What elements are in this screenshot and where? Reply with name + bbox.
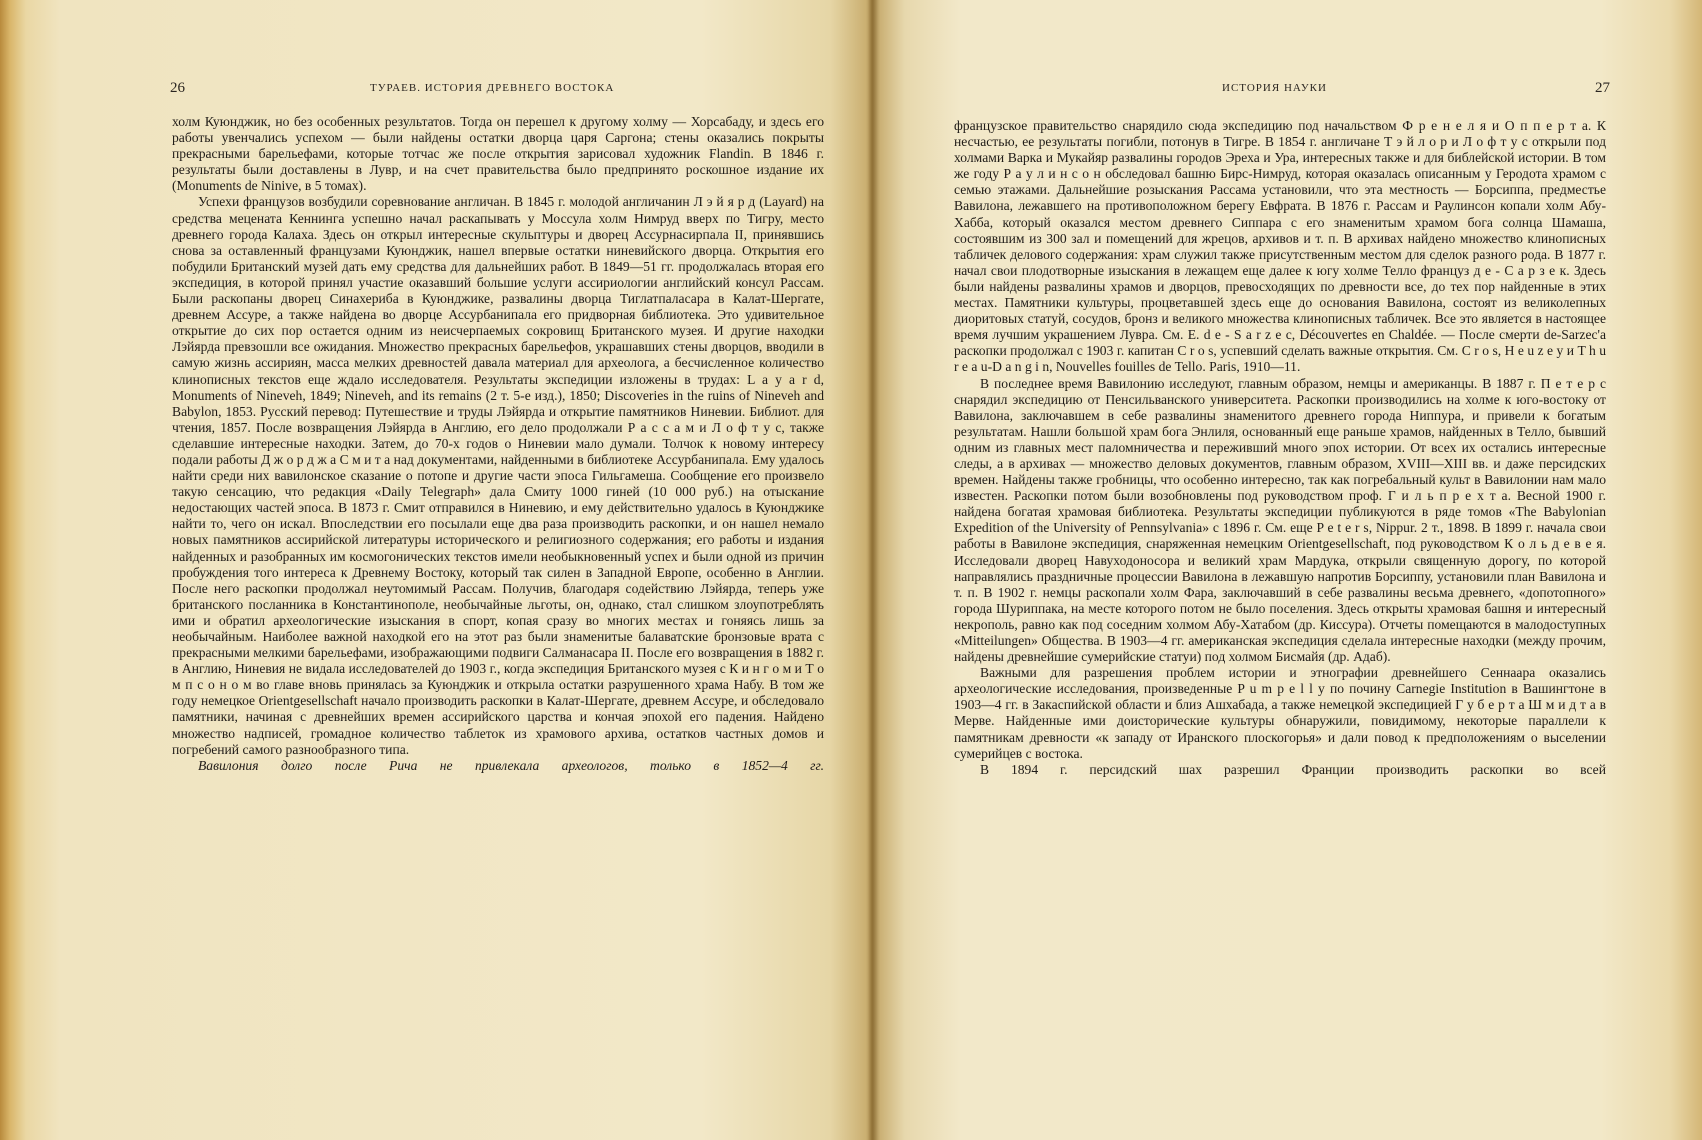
- left-page: [160, 0, 832, 1140]
- paragraph-text: Вавилония долго после Рича не привлекала археологов, только в 1852—4 гг.: [198, 757, 824, 773]
- right-running-head: [954, 82, 1610, 102]
- right-page: [954, 0, 1610, 1140]
- running-head-title-left: ТУРАЕВ. ИСТОРИЯ ДРЕВНЕГО ВОСТОКА: [370, 82, 615, 94]
- right-page-body: [954, 118, 1606, 778]
- paragraph: Важными для разрешения проблем истории и этнографии древнейшего Сеннаара оказались археологические исследования, произведенные P u m p e l l y по почину Carnegie Institution в Вашингтоне в 1903—4 гг. в Закаспийской области и близ Ашхабада, а также немецкой экспедицией Г у б е р т а Ш м и д т а в Мерве. Найденные ими доисторические культуры обнаружили, повидимому, некоторые параллели к памятникам древности «к западу от Иранского плоскогорья» и дали повод к предположениям о выселении сумерийцев с востока.: [954, 665, 1606, 761]
- page-number-left: 26: [170, 80, 185, 96]
- paragraph: холм Куюнджик, но без особенных результатов. Тогда он перешел к другому холму — Хорсабаду, и здесь его работы увенчались успехом — были найдены остатки дворца царя Саргона; стены оказались покрыты прекрасными барельефами, которые тотчас же после открытия зарисовал художник Flandin. В 1846 г. результаты были доставлены в Лувр, и на счет правительства было предпринято роскошное издание их (Monuments de Ninive, в 5 томах).: [172, 114, 824, 194]
- left-page-body: [172, 114, 824, 774]
- book-gutter: [866, 0, 880, 1140]
- paragraph: французское правительство снарядило сюда экспедицию под начальством Ф р е н е л я и О п п е р т а. К несчастью, ее результаты погибли, потонув в Тигре. В 1854 г. англичане Т э й л о р и Л о ф т у с открыли под холмами Варка и Мукайяр развалины городов Эреха и Ура, интересных также и для библейской истории. В том же году Р а у л и н с о н обследовал башню Бирс-Нимруд, которая оказалась описанным у Геродота храмом с семью этажами. Дальнейшие розыскания Рассама установили, что эта местность — Борсиппа, предместье Вавилона, лежавшего на противоположном берегу Евфрата. В 1876 г. Рассам и Раулинсон копали холм Абу-Хабба, который оказался местом древнего Сиппара с его знаменитым храмом бога солнца Шамаша, состоявшим из 300 зал и помещений для жрецов, архивов и т. п. В архивах найдено множество клинописных табличек делового содержания: храм служил также присутственным местом для сделок разного рода. В 1877 г. начал свои плодотворные изыскания в лежащем еще далее к югу холме Телло француз д е - С а р з е к. Здесь были найдены развалины храмов и дворцов, превосходящих по древности все, до тех пор найденные в этих местах. Памятники культуры, процветавшей здесь еще до основания Вавилона, состоят из великолепных диоритовых статуй, сосудов, бронз и великого множества клинописных табличек. Все это является в настоящее время лучшим украшением Лувра. См. E. d e - S a r z e c, Découvertes en Chaldée. — После смерти de-Sarzec'а раскопки продолжал с 1903 г. капитан C r o s, успевший сделать важные открытия. См. C r o s, H e u z e y и T h u r e a u-D a n g i n, Nouvelles fouilles de Tello. Paris, 1910—11.: [954, 118, 1606, 375]
- paragraph: Успехи французов возбудили соревнование англичан. В 1845 г. молодой англичанин Л э й я р д (Layard) на средства мецената Кеннинга успешно начал раскапывать у Моссула холм Нимруд вверх по Тигру, место древнего города Калаха. Здесь он открыл интересные скульптуры и дворец Ассурнасирпала II, принявшись снова за оставленный французами Куюнджик, нашел впервые остатки ниневийского дворца. Открытия его побудили Британский музей дать ему средства для дальнейших работ. В 1849—51 гг. продолжалась вторая его экспедиция, в которой принял участие оказавший большие услуги ассириологии английский консул Рассам. Были раскопаны дворец Синахериба в Куюнджике, развалины дворца Тиглатпаласара в Калат-Шергате, древнем Ассуре, а также найдена во дворце Ассурбанипала его придворная библиотека. Это удивительное открытие до сих пор остается одним из неисчерпаемых сокровищ Британского музея. И другие находки Лэйярда превзошли все ожидания. Множество прекрасных барельефов, украшавших стены дворцов, вводили в самую жизнь ассириян, масса мелких древностей давала материал для археолога, а бесчисленное количество клинописных текстов еще ждало исследователя. Результаты экспедиции изложены в трудах: L a y a r d, Monuments of Nineveh, 1849; Nineveh, and its remains (2 т. 5-е изд.), 1850; Discoveries in the ruins of Nineveh and Babylon, 1853. Русский перевод: Путешествие и труды Лэйярда и открытие памятников Ниневии. Библиот. для чтения, 1857. После возвращения Лэйярда в Англию, его дело продолжали Р а с с а м и Л о ф т у с, также сделавшие интересные находки. Затем, до 70-х годов о Ниневии мало думали. Толчок к новому интересу подали работы Д ж о р д ж а С м и т а над документами, найденными в библиотеке Ассурбанипала. Ему удалось найти среди них вавилонское сказание о потопе и другие части эпоса Гильгамеша. Сообщение его произвело такую сенсацию, что редакция «Daily Telegraph» дала Смиту 1000 гиней (10 000 руб.) на отыскание недостающих частей эпоса. В 1873 г. Смит отправился в Ниневию, и ему действительно удалось в Куюнджике найти то, чего он искал. Впоследствии его посылали еще два раза производить раскопки, и он нашел немало новых памятников ассирийской литературы исторического и религиозного содержания; его работы и издания найденных и разобранных им космогонических текстов имели необыкновенный успех и были одной из причин пробуждения того интереса к Древнему Востоку, который так силен в Западной Европе, особенно в Англии. После него раскопки продолжал неутомимый Рассам. Получив, благодаря содействию Лэйярда, теперь уже британского посланника в Константинополе, необычайные льготы, он, однако, стал слишком злоупотреблять ими и обратил археологические изыскания в спорт, копая сразу во многих местах и гоняясь лишь за необычайным. Наиболее важной находкой его на этот раз были знаменитые балаватские бронзовые врата с прекрасными мелкими барельефами, изображающими подвиги Салманасара II. После его возвращения в 1882 г. в Англию, Ниневия не видала исследователей до 1903 г., когда экспедиция Британского музея с К и н г о м и Т о м п с о н о м во главе вновь принялась за Куюнджик и открыла остатки разрушенного храма Набу. В том же году немецкое Orientgesellschaft начало производить раскопки в Калат-Шергате, древнем Ассуре, и обследовало памятники, начиная с древнейших времен ассирийского царства и кончая эпохой его падения. Найдено множество надписей, громадное количество таблеток из храмового архива, остатков частных домов и погребений самого разнообразного типа.: [172, 194, 824, 757]
- paragraph: В 1894 г. персидский шах разрешил Франции производить раскопки во всей: [980, 761, 1606, 777]
- running-head-title-right: ИСТОРИЯ НАУКИ: [1222, 82, 1327, 94]
- paragraph: [172, 758, 824, 774]
- page-number-right: 27: [1595, 80, 1610, 96]
- left-running-head: [160, 82, 832, 102]
- paragraph: В последнее время Вавилонию исследуют, главным образом, немцы и американцы. В 1887 г. П е т е р с снарядил экспедицию от Пенсильванского университета. Раскопки производились на холме к юго-востоку от Вавилона, заключавшем в себе развалины знаменитого древнего города Ниппура, и привели к богатым результатам. Нашли большой храм бога Энлиля, основанный еще раньше храмов, найденных в Телло, бывший одним из главных мест паломничества и переживший много эпох истории. От всех их остались интересные следы, а в архивах — множество деловых документов, главным образом, XVIII—XIII вв. и даже персидских времен. Найдены также гробницы, что особенно интересно, так как погребальный культ в Вавилонии нам мало известен. Раскопки потом были возобновлены под руководством проф. Г и л ь п р е х т а. Весной 1900 г. найдена богатая храмовая библиотека. Результаты экспедиции публикуются в ряде томов «The Babylonian Expedition of the University of Pennsylvania» с 1896 г. См. еще P e t e r s, Nippur. 2 т., 1898. В 1899 г. начала свои работы в Вавилоне экспедиция, снаряженная немецким Orientgesellschaft, под руководством К о л ь д е в е я. Исследовали дворец Навуходоносора и великий храм Мардука, открыли священную дорогу, по которой направлялись праздничные процессии Вавилона в лежавшую напротив Борсиппу, установили план Вавилона и т. п. В 1902 г. немцы раскопали холм Фара, заключавший в себе развалины весьма древнего, «допотопного» города Шуриппака, на месте которого потом не было поселения. Здесь открыты храмовая башня и интересный некрополь, равно как под соседним холмом Абу-Хатабом (др. Киссура). Отчеты помещаются в малодоступных «Mitteilungen» Общества. В 1903—4 гг. американская экспедиция сделала интересные находки (между прочим, найдены древнейшие сумерийские статуи) под холмом Бисмайя (др. Адаб).: [954, 375, 1606, 665]
